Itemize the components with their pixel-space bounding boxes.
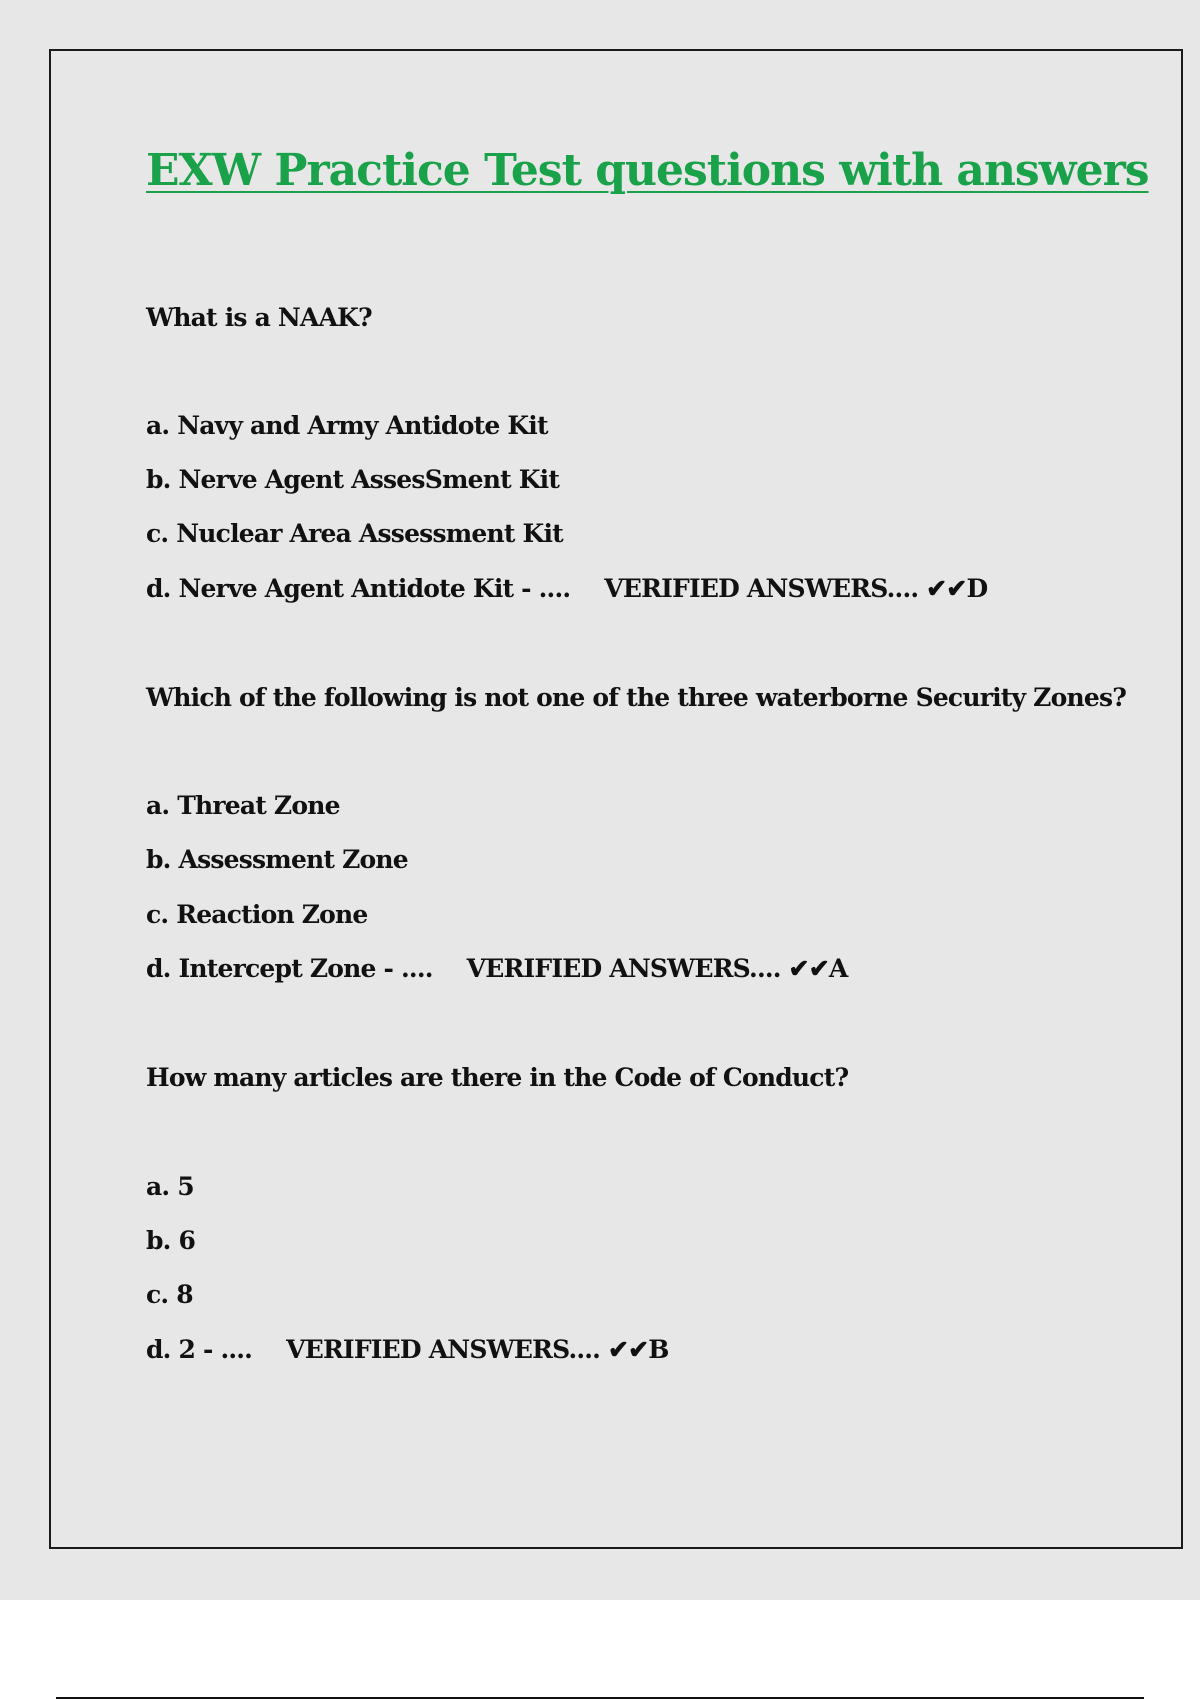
question-2-option-c: c. Reaction Zone	[146, 900, 368, 929]
question-2-option-d-row	[146, 954, 847, 984]
question-3-option-a: a. 5	[146, 1172, 194, 1201]
question-2-option-b: b. Assessment Zone	[146, 845, 408, 874]
document-title: EXW Practice Test questions with answers	[146, 145, 1149, 196]
question-1-text: What is a NAAK?	[146, 303, 372, 332]
question-2-verified-answer: VERIFIED ANSWERS.... ✔✔A	[466, 954, 848, 983]
question-2-option-a: a. Threat Zone	[146, 791, 340, 820]
question-1-option-a: a. Navy and Army Antidote Kit	[146, 411, 548, 440]
question-3-text: How many articles are there in the Code of Conduct?	[146, 1063, 849, 1092]
question-3-verified-answer: VERIFIED ANSWERS.... ✔✔B	[286, 1335, 669, 1364]
question-3-option-c: c. 8	[146, 1280, 193, 1309]
question-3-option-b: b. 6	[146, 1226, 196, 1255]
question-2-option-d: d. Intercept Zone - ....	[146, 954, 433, 983]
question-3-option-d: d. 2 - ....	[146, 1335, 253, 1364]
question-2-text: Which of the following is not one of the three waterborne Security Zones?	[146, 683, 1127, 712]
question-1-option-c: c. Nuclear Area Assessment Kit	[146, 519, 563, 548]
footer-divider	[56, 1697, 1144, 1699]
question-1-option-d-row	[146, 574, 987, 604]
question-1-verified-answer: VERIFIED ANSWERS.... ✔✔D	[604, 574, 988, 603]
question-1-option-d: d. Nerve Agent Antidote Kit - ....	[146, 574, 571, 603]
question-1-option-b: b. Nerve Agent AssesSment Kit	[146, 465, 560, 494]
question-3-option-d-row	[146, 1335, 669, 1365]
